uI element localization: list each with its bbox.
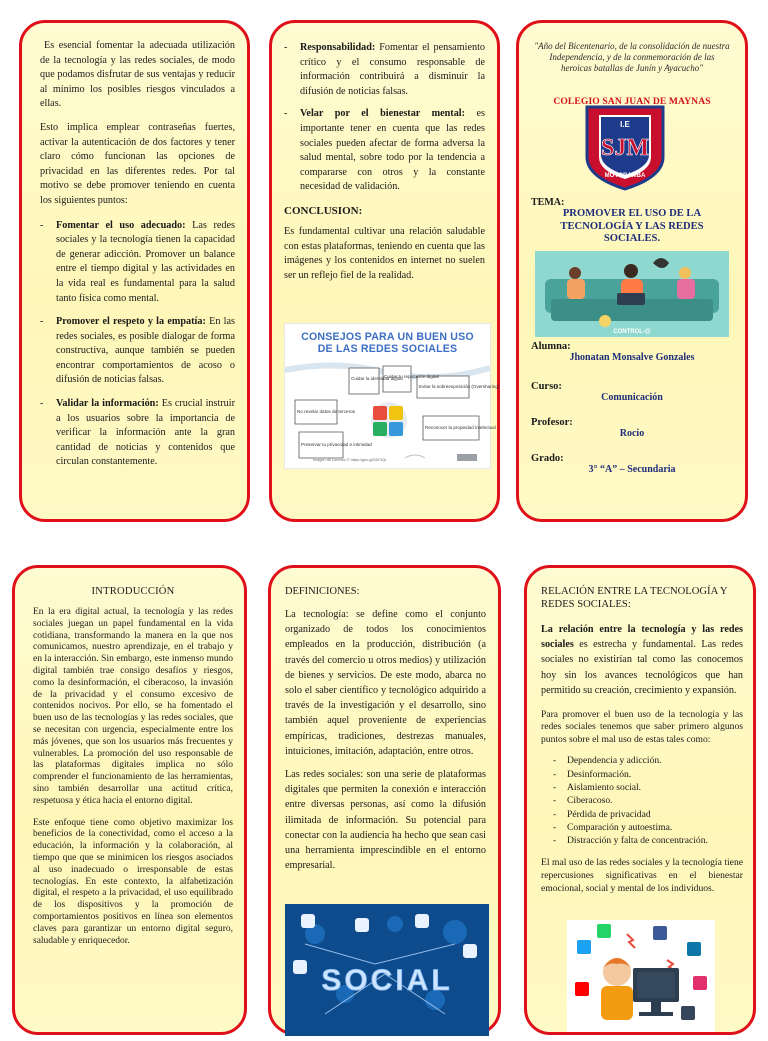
bubble-sobreexposicion: Evitar la sobreexposición (Oversharing) xyxy=(419,384,500,389)
conclusion-text: Es fundamental cultivar una relación saludable con estas plataformas, teniendo en cuenta que las imágenes y los contenidos en internet no suelen ser un reflejo fiel de la realidad. xyxy=(284,225,485,281)
tema-label: TEMA: xyxy=(531,197,565,208)
overwhelmed-user-illustration xyxy=(567,920,715,1032)
bullet-validar: - Validar la información: Es crucial instruir a los usuarios sobre la importancia de verificar la información ante la gran cantidad de noticias y contenidos que circulan constantemente. xyxy=(40,398,236,468)
panel-uso-adecuado xyxy=(19,20,250,522)
logo-sjm: SJM xyxy=(601,135,649,161)
motto: "Año del Bicentenario, de la consolidación de nuestra Independencia, y de la conmemoración de las heroicas batallas de Junín y Ayacucho" xyxy=(534,41,730,73)
panel-introduccion xyxy=(12,565,247,1035)
bubble-terceros: No revelar datos de terceros xyxy=(297,409,355,414)
relacion-heading: RELACIÓN ENTRE LA TECNOLOGÍA Y REDES SOCIALES: xyxy=(541,586,728,610)
list-item: - Distracción y falta de concentración. xyxy=(567,834,743,847)
list-item: - Aislamiento social. xyxy=(567,781,743,794)
grado-label: Grado: xyxy=(531,453,564,464)
illustration-caption: CONTROL-@ xyxy=(613,329,651,335)
introduccion-paragraph-2: Este enfoque tiene como objetivo maximizar los beneficios de la conectividad, como el acceso a la educación, la información y la colaboración, al tiempo que que se minimicen los riesgos asociados al uso inadecuado o irresponsable de estas tecnologías. En este contexto, la alfabetización digital, el respeto a la privacidad, el uso equilibrado de los dispositivos y la promoción de comportamientos positivos en línea son elementos claves para garantizar un entorno digital seguro, saludable y enriquecedor. xyxy=(33,817,233,946)
list-item: - Comparación y autoestima. xyxy=(567,821,743,834)
panel-cover xyxy=(516,20,748,522)
alumna-value: Jhonatan Monsalve Gonzales xyxy=(569,352,695,363)
profesor-value: Rocio xyxy=(619,428,645,439)
panel-conclusion xyxy=(269,20,500,522)
relacion-paragraph-1: La relación entre la tecnología y las redes sociales es estrecha y fundamental. Las redes sociales no existirían tal como las conocemos hoy sin los avances tecnológicos que han permitido su creación, crecimiento y expansión. xyxy=(541,623,743,697)
list-item: - Pérdida de privacidad xyxy=(567,808,743,821)
panel-definiciones xyxy=(268,565,501,1035)
bullet-responsabilidad: - Responsabilidad: Fomentar el pensamiento crítico y el consumo responsable de información contribuirá a disminuir la difusión de noticias falsas. xyxy=(284,42,485,97)
bullet-bienestar: - Velar por el bienestar mental: es importante tener en cuenta que las redes sociales pueden afectar de forma adversa la salud mental, sobre todo por la tendencia a compararse con otros y la constante necesidad de validación. xyxy=(284,108,485,193)
mal-uso-list xyxy=(541,754,743,847)
tips-poster xyxy=(284,323,500,469)
social-image xyxy=(285,904,489,1036)
definicion-redes: Las redes sociales: son una serie de plataformas digitales que permiten la conexión e interacción entre diversas personas, así como la difusión ilimitada de información. Su potencial para conectar con la audiencia ha hecho que sean casi una herramienta imprescindible en el entorno empresarial. xyxy=(285,769,486,872)
panel-relacion xyxy=(524,565,756,1035)
social-word: SOCIAL xyxy=(321,964,453,997)
tema-title: PROMOVER EL USO DE LA TECNOLOGÍA Y LAS REDES SOCIALES. xyxy=(560,208,704,244)
school-logo xyxy=(585,105,665,191)
poster-illustration xyxy=(285,360,500,464)
conclusion-heading: CONCLUSION: xyxy=(284,204,363,217)
bubble-privacidad: Preservar tu privacidad e intimidad xyxy=(301,442,372,447)
poster-credit: Imagen de Lorenzo © https://goo.gl/28Y3Qr xyxy=(313,458,387,462)
grado-value: 3° “A” – Secundaria xyxy=(588,464,676,475)
school-name: COLEGIO SAN JUAN DE MAYNAS xyxy=(553,96,711,107)
logo-ie: I.E xyxy=(620,120,630,129)
relacion-paragraph-3: El mal uso de las redes sociales y la tecnología tiene repercusiones significativas en el bienestar emocional, social y mental de los individuos. xyxy=(541,857,743,894)
introduccion-paragraph-1: En la era digital actual, la tecnología y las redes sociales juegan un papel fundamental en la vida cotidiana, transformando la manera en la que nos comunicamos, nuestro aprendizaje, en el trabajo y en la interacción. Sin embargo, este inmenso mundo digital también trae consigo desafíos y riesgos, como la desinformación, el ciberacoso, la invasión de la privacidad y el consumo excesivo de contenidos nocivos. Por ello, se ha fomentado el buen uso de las tecnologías y las redes sociales, que se necesitan con urgencia, especialmente entre los más jóvenes, que son los usuarios más frecuentes y vulnerables. La promoción del uso responsable de las plataformas digitales implica no sólo comprender el funcionamiento de las herramientas, sino también desarrollar una actitud crítica, respetuosa y ética hacia el entorno digital. xyxy=(33,607,233,806)
intro-heading: INTRODUCCIÓN xyxy=(91,586,175,597)
curso-value: Comunicación xyxy=(601,392,663,403)
profesor-label: Profesor: xyxy=(531,417,573,428)
bullet-respeto: - Promover el respeto y la empatía: En las redes sociales, es posible dialogar de forma constructiva, aunque también se pueden encontrar comportamientos de acoso o difusión de noticias falsas. xyxy=(40,316,235,386)
bullet-fomentar: - Fomentar el uso adecuado: Las redes sociales y la tecnología tienen la capacidad de generar adicción. Promover un balance entre el tiempo digital y las actividades en la vida real es fundamental para la salud tanto física como mental. xyxy=(40,219,235,304)
alumna-label: Alumna: xyxy=(531,341,571,352)
curso-label: Curso: xyxy=(531,381,562,392)
logo-city: MOYOBAMBA xyxy=(604,173,646,179)
intro-paragraph: Es esencial fomentar la adecuada utilización de la tecnología y las redes sociales, de modo que podamos disfrutar de sus ventajas y reducir al mínimo los posibles riesgos vinculados a ellas. xyxy=(40,40,235,110)
passwords-paragraph: Esto implica emplear contraseñas fuertes, activar la autenticación de dos factores y tener claro cómo funcionan las opciones de privacidad en las diferentes redes. Por tal motivo se debe promover teniendo en cuenta los siguientes puntos: xyxy=(40,121,235,206)
bubble-propiedad: Reconocer la propiedad intelectual xyxy=(425,425,496,430)
relacion-paragraph-2: Para promover el buen uso de la tecnología y las redes sociales tenemos que saber primero algunos puntos sobre el mal uso de estas tales como: xyxy=(541,708,743,745)
poster-title: CONSEJOS PARA UN BUEN USO DE LAS REDES SOCIALES xyxy=(301,331,474,355)
definicion-tecnologia: La tecnología: se define como el conjunto organizado de todos los conocimientos empleados en la producción, distribución (a través del comercio u otros medios) y utilización de bienes y servicios. De este modo, abarca no solo el saber científico y tecnológico adquirido a través de la investigación y el desarrollo, sino también aquel proveniente de experiencias empíricas, tradiciones, destrezas manuales, intuiciones, imitación, adaptación, entre otros. xyxy=(285,609,486,757)
illustration-control xyxy=(535,251,729,337)
definiciones-heading: DEFINICIONES: xyxy=(285,586,360,597)
list-item: - Ciberacoso. xyxy=(567,794,743,807)
bubble-identidad: Cuidar la identidad digital xyxy=(351,376,403,381)
list-item: - Desinformación. xyxy=(567,768,743,781)
list-item: - Dependencia y adicción. xyxy=(567,754,743,767)
bubble-reputacion: Cuidar tu reputación digital xyxy=(384,374,439,379)
